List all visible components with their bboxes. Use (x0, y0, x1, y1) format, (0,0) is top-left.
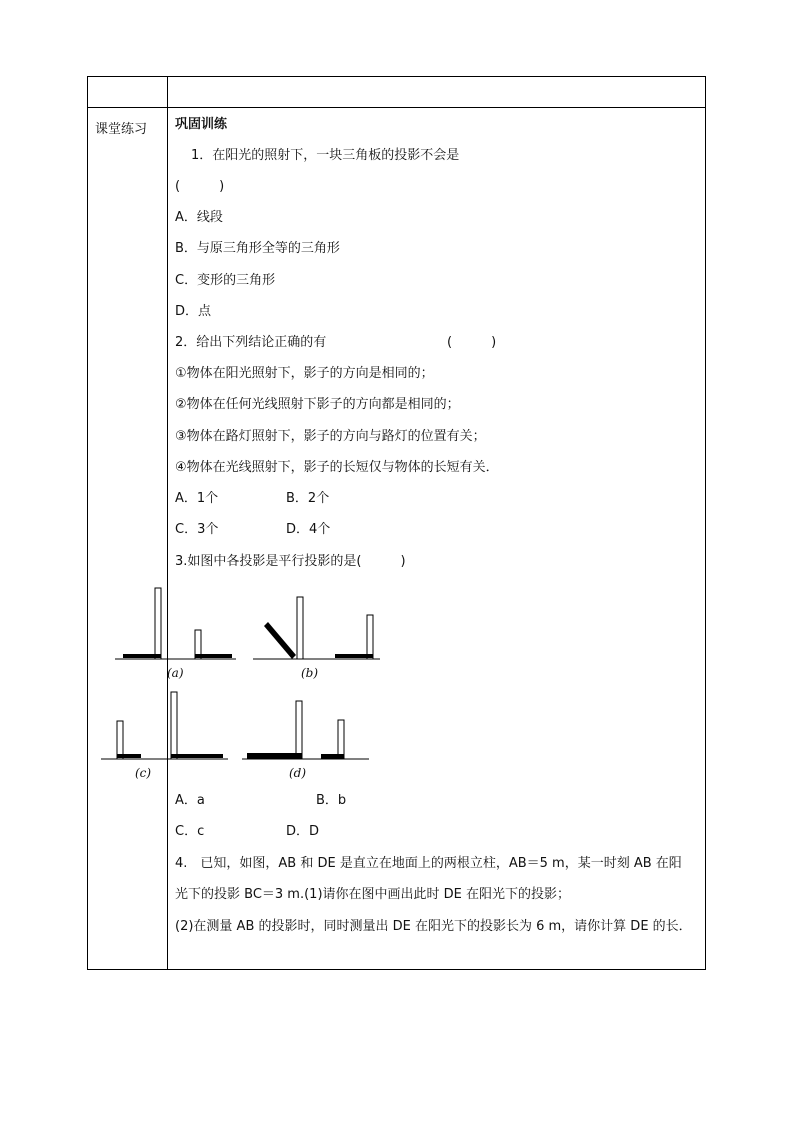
q4-line-1: 4. 已知，如图，AB 和 DE 是直立在地面上的两根立柱，AB＝5 m，某一时刻 AB 在阳 (175, 856, 682, 871)
q1-option-c: C．变形的三角形 (175, 273, 276, 288)
caption-b: (b) (301, 666, 319, 680)
q2-stem: 2．给出下列结论正确的有 (175, 335, 327, 350)
caption-c: (c) (135, 766, 152, 780)
q3-option-d: D．D (286, 824, 320, 839)
q2-statement-3: ③物体在路灯照射下，影子的方向与路灯的位置有关； (175, 429, 486, 444)
q1-bracket: ( ) (175, 179, 225, 194)
q4-line-2: 光下的投影 BC＝3 m.(1)请你在图中画出此时 DE 在阳光下的投影； (175, 887, 571, 902)
header-row-divider (88, 107, 705, 108)
projection-figures (95, 577, 385, 777)
q1-option-b: B．与原三角形全等的三角形 (175, 241, 340, 256)
figure-b (253, 597, 380, 659)
figure-c (101, 692, 228, 759)
column-divider (167, 77, 168, 969)
q2-option-b: B．2个 (286, 491, 330, 506)
q4-line-3: (2)在测量 AB 的投影时，同时测量出 DE 在阳光下的投影长为 6 m，请你计算 DE 的长． (175, 919, 692, 934)
q3-stem: 3.如图中各投影是平行投影的是( ) (175, 554, 406, 569)
caption-a: (a) (167, 666, 184, 680)
q2-bracket: ( ) (447, 335, 497, 350)
q3-option-a: A．a (175, 793, 205, 808)
exercise-table (87, 76, 706, 970)
q1-option-d: D．点 (175, 304, 212, 319)
q2-statement-1: ①物体在阳光照射下，影子的方向是相同的； (175, 366, 434, 381)
q2-statement-4: ④物体在光线照射下，影子的长短仅与物体的长短有关． (175, 460, 499, 475)
q2-statement-2: ②物体在任何光线照射下影子的方向都是相同的； (175, 397, 460, 412)
row-label: 课堂练习 (95, 122, 148, 137)
q1-option-a: A．线段 (175, 210, 223, 225)
section-title: 巩固训练 (175, 117, 228, 132)
q2-option-a: A．1个 (175, 491, 219, 506)
q2-option-d: D．4个 (286, 522, 331, 537)
q3-option-b: B．b (316, 793, 347, 808)
figure-a (115, 588, 236, 659)
figure-d (242, 701, 369, 759)
q3-option-c: C．c (175, 824, 205, 839)
q2-option-c: C．3个 (175, 522, 219, 537)
q1-stem: 1．在阳光的照射下，一块三角板的投影不会是 (191, 148, 460, 163)
caption-d: (d) (289, 766, 307, 780)
